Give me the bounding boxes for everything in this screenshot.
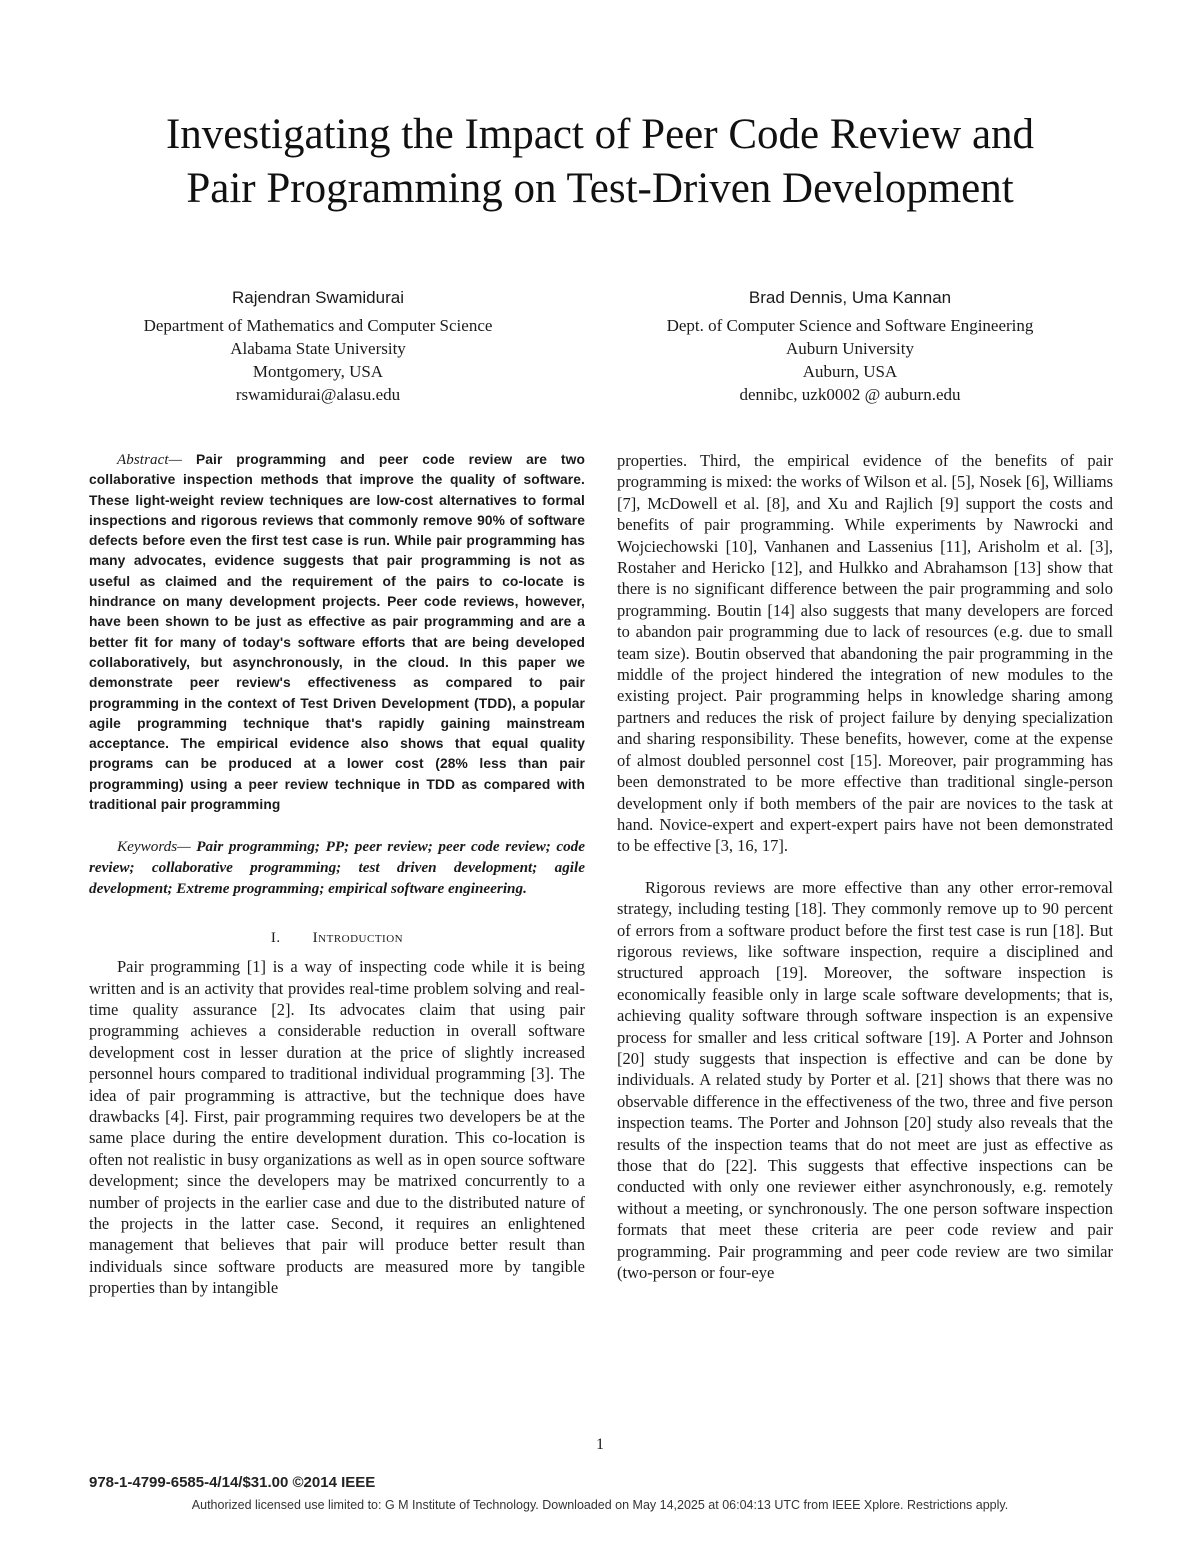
author-name: Brad Dennis, Uma Kannan: [748, 288, 952, 307]
abstract-text: Pair programming and peer code review are two collaborative inspection methods that improve the quality of software. These light-weight review techniques are low-cost alternatives to formal inspections and rigorous reviews that commonly remove 90% of software defects before even the first test case is run. While pair programming has many advocates, evidence suggests that pair programming is not as useful as claimed and the requirement of the pairs to co-locate is hindrance on many development projects. Peer code reviews, however, have been shown to be just as effective as pair programming and are a better fit for many of today's software efforts that are being developed collaboratively, but asynchronously, in the cloud. In this paper we demonstrate peer review's effectiveness as compared to pair programming in the context of Test Driven Development (TDD), a popular agile programming technique that's rapidly gaining mainstream acceptance. The empirical evidence also shows that equal quality programs can be produced at a lower cost (28% less than pair programming) using a peer review technique in TDD as compared with traditional pair programming: [89, 452, 585, 813]
keywords-text: Pair programming; PP; peer review; peer code review; code review; collaborative programming; test driven development; agile development; Extreme programming; empirical software engineering.: [89, 838, 585, 897]
body-paragraph: Pair programming [1] is a way of inspecting code while it is being written and is an activity that provides real-time problem solving and real-time quality assurance [2]. Its advocates claim that using pair programming achieves a considerable reduction in overall software development cost in lesser duration at the price of slightly increased personnel hours compared to traditional individual programming [3]. The idea of pair programming is attractive, but the technique does have drawbacks [4]. First, pair programming requires two developers be at the same place during the entire development duration. This co-location is often not realistic in busy organizations as well as in open source software development; since the developers may be matrixed concurrently to a number of projects in the earlier case and due to the distributed nature of the projects in the latter case. Second, it requires an enlightened management that believes that pair will produce better result than individuals since software products are measured more by tangible properties than by intangible: [89, 957, 585, 1298]
author-location: Auburn, USA: [802, 362, 898, 381]
section-heading-introduction: [89, 928, 585, 948]
author-name: Rajendran Swamidurai: [232, 288, 404, 307]
copyright-line: 978-1-4799-6585-4/14/$31.00 ©2014 IEEE: [89, 1474, 376, 1491]
right-column: [617, 450, 1113, 1283]
keywords: [89, 837, 585, 899]
section-number: I.: [270, 930, 281, 947]
section-title: Introduction: [312, 930, 404, 947]
paper-title: [60, 108, 1140, 216]
title-line-1: Investigating the Impact of Peer Code Review and: [165, 111, 1035, 158]
left-column: [89, 450, 585, 1299]
author-institution: Auburn University: [786, 339, 914, 358]
abstract: [89, 450, 585, 815]
license-notice: Authorized licensed use limited to: G M Institute of Technology. Downloaded on May 14,2025 at 06:04:13 UTC from IEEE Xplore. Restrictions apply.: [191, 1498, 1009, 1512]
author-block-1: [98, 286, 538, 406]
abstract-label: Abstract—: [117, 452, 183, 468]
title-line-2: Pair Programming on Test-Driven Development: [186, 165, 1014, 212]
keywords-label: Keywords—: [117, 838, 191, 856]
body-paragraph: properties. Third, the empirical evidence of the benefits of pair programming is mixed: the works of Wilson et al. [5], Nosek [6], Williams [7], McDowell et al. [8], and Xu and Rajlich [9] support the costs and benefits of pair programming. While experiments by Nawrocki and Wojciechowski [10], Vanhanen and Lassenius [11], Arisholm et al. [3], Rostaher and Hericko [12], and Hulkko and Abrahamson [13] show that there is no significant difference between the pair programming and solo programming. Boutin [14] also suggests that many developers are forced to abandon pair programming due to lack of resources (e.g. due to small team size). Boutin observed that abandoning the pair programming in the middle of the project hindered the integration of new modules to the existing project. Pair programming helps in knowledge sharing among partners and reduces the risk of project failure by denying specialization and sharing responsibility. These benefits, however, come at the expense of almost doubled personnel cost [15]. Moreover, pair programming has been demonstrated to be more effective than traditional single-person development only if both members of the pair are novices to the task at hand. Novice-expert and expert-expert pairs have not been demonstrated to be effective [3, 16, 17].: [617, 451, 1113, 856]
page-number: 1: [596, 1436, 604, 1453]
author-email: dennibc, uzk0002 @ auburn.edu: [739, 385, 961, 404]
author-location: Montgomery, USA: [252, 362, 384, 381]
author-department: Dept. of Computer Science and Software Engineering: [666, 316, 1034, 335]
author-block-2: [630, 286, 1070, 406]
author-email: rswamidurai@alasu.edu: [235, 385, 401, 404]
author-institution: Alabama State University: [230, 339, 406, 358]
author-department: Department of Mathematics and Computer Science: [143, 316, 493, 335]
body-paragraph: Rigorous reviews are more effective than any other error-removal strategy, including testing [18]. They commonly remove up to 90 percent of errors from a software product before the first test case is run [18]. But rigorous reviews, like software inspection, require a disciplined and structured approach [19]. Moreover, the software inspection is economically feasible only in large scale software developments; that is, achieving quality software through software inspection is an expensive process for smaller and less critical software [19]. A Porter and Johnson [20] study suggests that inspection is effective and can be done by individuals. A related study by Porter et al. [21] shows that there was no observable difference in the effectiveness of the two, three and five person inspection teams. The Porter and Johnson [20] study also reveals that the results of the inspection teams that do not meet are just as effective as those that do [22]. This suggests that effective inspections can be conducted with only one reviewer either asynchronously, e.g. remotely without a meeting, or synchronously. The one person software inspection formats that meet these criteria are peer code review and pair programming. Pair programming and peer code review are two similar (two-person or four-eye: [617, 877, 1113, 1283]
